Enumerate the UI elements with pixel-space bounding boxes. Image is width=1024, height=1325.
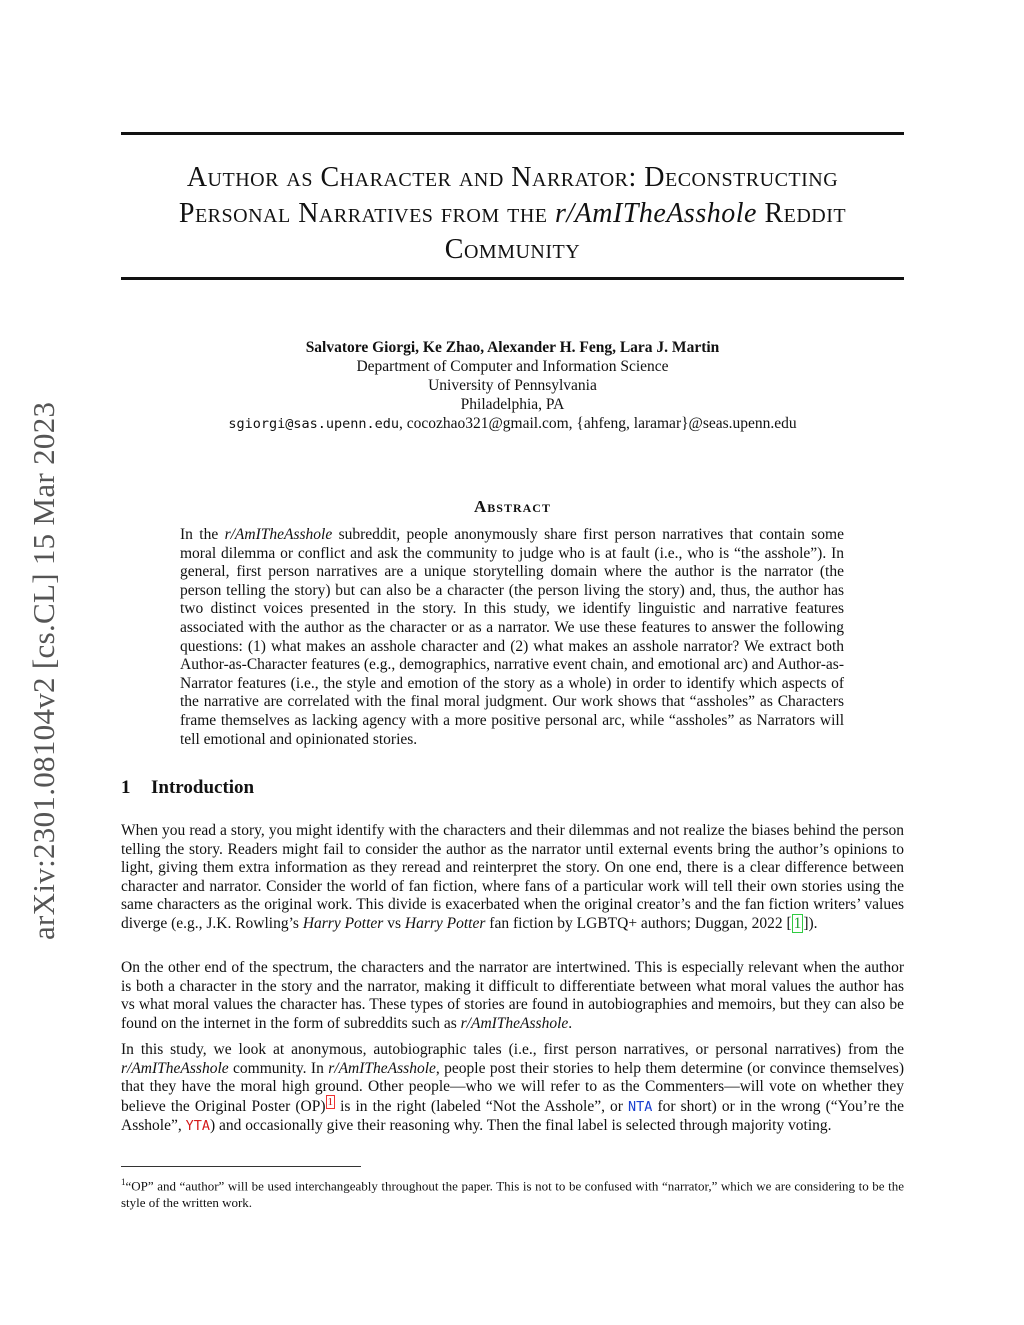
paper-title (121, 160, 904, 268)
p1-text-d: ]). (803, 914, 818, 932)
title-line-2-pre: Personal Narratives from the (178, 198, 555, 229)
p1-italic-1: Harry Potter (302, 914, 384, 932)
email-link[interactable]: sgiorgi@sas.upenn.edu (228, 416, 400, 432)
footnote-rule (121, 1166, 361, 1167)
p3-text-b: community. In (228, 1059, 329, 1077)
footnote-mark: 1 (121, 1177, 126, 1187)
title-subreddit: r/AmITheAsshole (555, 198, 757, 229)
citation-link[interactable]: 1 (793, 914, 802, 932)
author-university: University of Pennsylvania (428, 377, 597, 394)
footnote (121, 1174, 904, 1211)
p1-text-a: When you read a story, you might identify with the characters and their dilemmas and not realize the biases behind the person telling the story. Readers might fail to consider the author as the narrator until external events bring the author’s opinions to light, giving them extra information as they reread and reinterpret the story. On one end, there is a clear difference between character and narrator. Consider the world of fan fiction, where fans of a particular work will tell their own stories using the same characters as the original work. This divide is exacerbated when the original creator’s and the fan fiction writers’ values diverge (e.g., J.K. Rowling’s (121, 822, 904, 932)
abstract-lead: In the (180, 526, 225, 543)
p1-text-b: vs (383, 914, 405, 932)
p1-text-c: fan fiction by LGBTQ+ authors; Duggan, 2022 [ (485, 914, 792, 932)
author-block (121, 338, 904, 434)
p3-italic-2: r/AmITheAsshole (328, 1059, 436, 1077)
p3-text-d: is in the right (labeled “Not the Asshole”, or (335, 1097, 628, 1115)
footnote-text: “OP” and “author” will be used interchangeably throughout the paper. This is not to be confused with “narrator,” which we are considering to be the style of the written work. (121, 1178, 904, 1210)
title-rule-bottom (121, 277, 904, 280)
intro-paragraph-1 (121, 822, 904, 934)
title-line-3: Community (444, 234, 581, 265)
p2-text-a: On the other end of the spectrum, the characters and the narrator are intertwined. This is especially relevant when the author is both a character in the story and the narrator, making it difficult to differentiate between what moral values the author has vs what moral values the character has. These types of stories are found in autobiographies and memoirs, but they can also be found on the internet in the form of subreddits such as (121, 959, 904, 1032)
abstract-subreddit: r/AmITheAsshole (224, 526, 333, 543)
p3-text-f: ) and occasionally give their reasoning why. Then the final label is selected through majority voting. (209, 1116, 832, 1134)
title-line-2 (121, 196, 904, 232)
footnote-link[interactable]: 1 (327, 1095, 333, 1108)
p2-italic: r/AmITheAsshole (460, 1014, 569, 1032)
abstract-text (180, 526, 844, 749)
title-line-2-post: Reddit (756, 198, 847, 229)
abstract-heading: Abstract (474, 497, 551, 516)
author-names: Salvatore Giorgi, Ke Zhao, Alexander H. Feng, Lara J. Martin (305, 339, 720, 356)
author-department: Department of Computer and Information Science (356, 358, 669, 375)
p3-text-e: for short) or in the wrong (“You’re the Asshole”, (121, 1097, 904, 1134)
nta-label: NTA (628, 1098, 653, 1115)
email-others[interactable]: , cocozhao321@gmail.com, {ahfeng, laramar}@seas.upenn.edu (399, 415, 797, 432)
p3-italic-1: r/AmITheAsshole (121, 1059, 229, 1077)
p3-text-a: In this study, we look at anonymous, autobiographic tales (i.e., first person narratives, or personal narratives) from the (121, 1041, 904, 1058)
p2-text-b: . (568, 1014, 573, 1032)
abstract-body: subreddit, people anonymously share first person narratives that contain some moral dilemma or conflict and ask the community to judge who is at fault (i.e., who is “the asshole”). In general, first person narratives are a unique storytelling domain where the author is the narrator (the person telling the story) but can also be a character (the person living the story) and, thus, the author has two distinct voices presented in the story. In this study, we identify linguistic and narrative features associated with the author as the character or as a narrator. We use these features to answer the following questions: (1) what makes an asshole character and (2) what makes an asshole narrator? We extract both Author-as-Character features (e.g., demographics, narrative event chain, and emotional arc) and Author-as-Narrator features (i.e., the style and emotion of the story as a whole) in order to identify which aspects of the narrative are correlated with the final moral judgment. Our work shows that “assholes” as Characters frame themselves as lacking agency with a more positive personal arc, while “assholes” as Narrators will tell emotional and opinionated stories. (180, 526, 844, 748)
title-line-1: Author as Character and Narrator: Deconstructing (186, 162, 839, 193)
yta-label: YTA (185, 1117, 210, 1134)
author-emails (121, 414, 904, 434)
section-heading (121, 777, 254, 799)
intro-paragraph-3 (121, 1041, 904, 1135)
arxiv-sidebar-id: arXiv:2301.08104v2 [cs.CL] 15 Mar 2023 (26, 401, 61, 940)
section-title: Introduction (151, 777, 255, 798)
title-rule-top (121, 132, 904, 135)
p1-italic-2: Harry Potter (404, 914, 486, 932)
author-location: Philadelphia, PA (460, 396, 565, 413)
intro-paragraph-2 (121, 959, 904, 1033)
section-number: 1 (121, 777, 131, 798)
p3-text-c: , people post their stories to help them determine (or convince themselves) that they have the moral high ground. Other people—who we will refer to as the Commenters—will vote on whether they believe the Original Poster (OP) (121, 1059, 904, 1115)
